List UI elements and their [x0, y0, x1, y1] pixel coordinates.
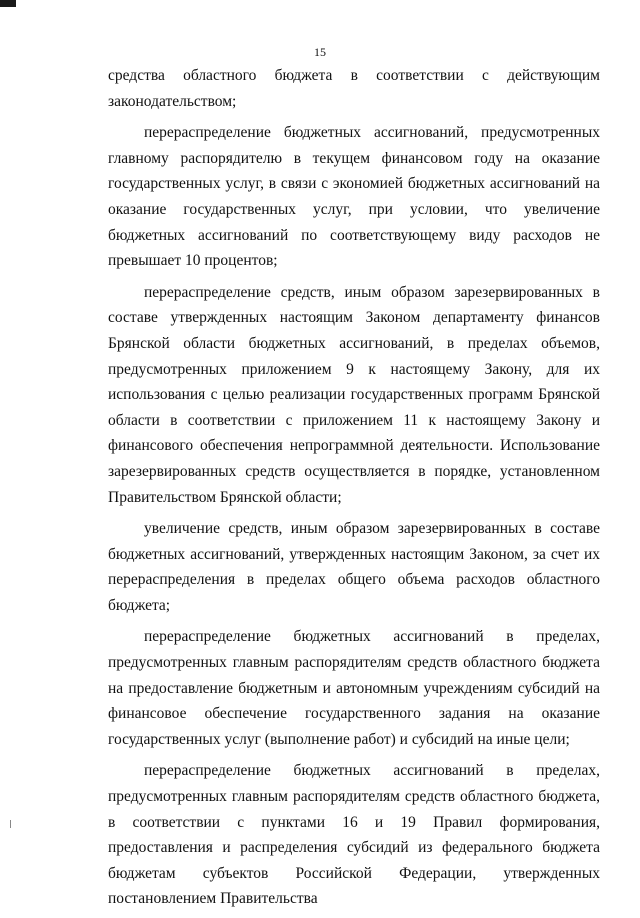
- document-body: [108, 63, 600, 918]
- paragraph: перераспределение средств, иным образом зарезервированных в составе утвержденных настоящим Законом департаменту финансов Брянской области бюджетных ассигнований, в пределах объемов, предусмотренных приложением 9 к настоящему Закону, для их использования с целью реализации государственных программ Брянской области в соответствии с приложением 11 к настоящему Закону и финансового обеспечения непрограммной деятельности. Использование зарезервированных средств осуществляется в порядке, установленном Правительством Брянской области;: [108, 283, 600, 506]
- paragraph: увеличение средств, иным образом зарезервированных в составе бюджетных ассигнований, утвержденных настоящим Законом, за счет их перераспределения в пределах общего объема расходов областного бюджета;: [108, 520, 600, 614]
- paragraph-continuation: средства областного бюджета в соответствии с действующим законодательством;: [108, 67, 600, 110]
- scan-edge-mark: [0, 0, 16, 7]
- paragraph: перераспределение бюджетных ассигнований в пределах, предусмотренных главным распорядителям средств областного бюджета на предоставление бюджетным и автономным учреждениям субсидий на финансовое обеспечение государственного задания на оказание государственных услуг (выполнение работ) и субсидий на иные цели;: [108, 628, 600, 748]
- page-number: 15: [314, 45, 326, 59]
- paragraph: перераспределение бюджетных ассигнований, предусмотренных главному распорядителю в текущем финансовом году на оказание государственных услуг, в связи с экономией бюджетных ассигнований на оказание государственных услуг, при условии, что увеличение бюджетных ассигнований по соответствующему виду расходов не превышает 10 процентов;: [108, 124, 600, 270]
- paragraph: перераспределение бюджетных ассигнований в пределах, предусмотренных главным распорядителям средств областного бюджета, в соответствии с пунктами 16 и 19 Правил формирования, предоставления и распределения субсидий из федерального бюджета бюджетам субъектов Российской Федерации, утвержденных постановлением Правительства: [108, 762, 600, 908]
- margin-speck: [10, 820, 11, 828]
